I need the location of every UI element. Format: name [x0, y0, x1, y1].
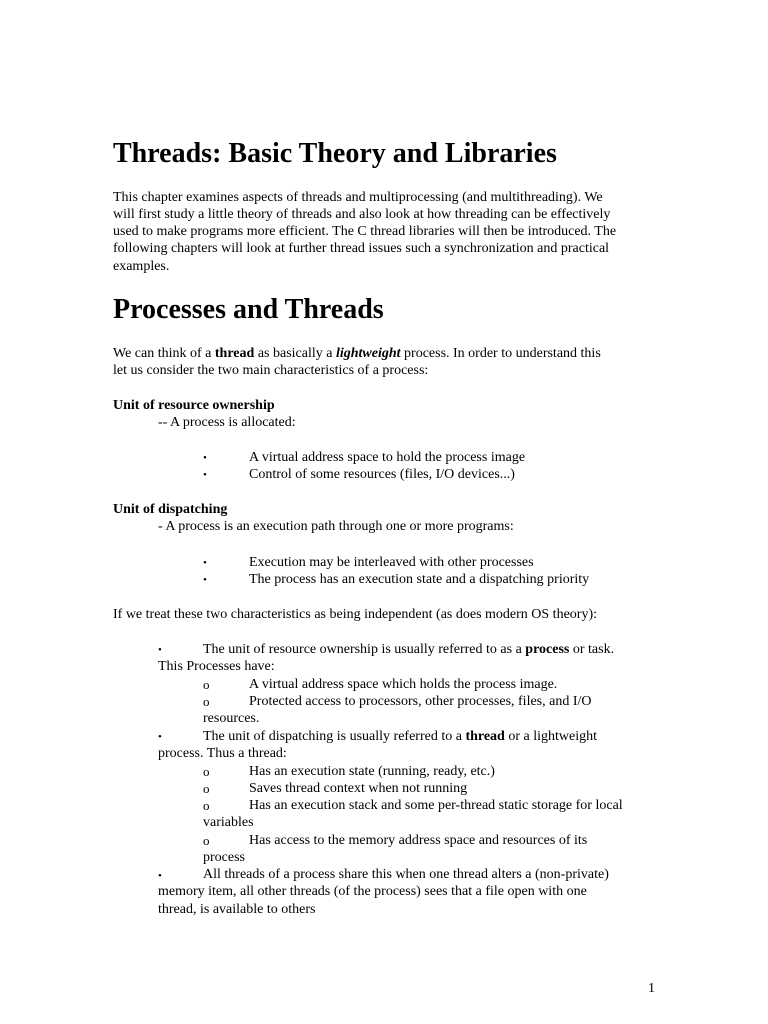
unit-dispatch-desc: - A process is an execution path through one or more programs:: [158, 519, 514, 534]
list-b2-sub-item: Saves thread context when not running: [249, 781, 468, 796]
para1-text-a: We can think of a: [113, 346, 215, 361]
intro-line-1: This chapter examines aspects of threads and multiprocessing (and multithreading). We: [113, 190, 603, 205]
circle-bullet-icon: o: [203, 764, 210, 779]
process-term: process: [525, 642, 570, 657]
bullet-icon: •: [203, 469, 207, 481]
list-b3-line-2: memory item, all other threads (of the process) sees that a file open with one: [158, 884, 587, 899]
list-b2-sub-item: Has an execution stack and some per-thread static storage for local: [249, 798, 623, 813]
list-b2-sub-item-cont: process: [203, 850, 245, 865]
para1-line-2: let us consider the two main characteristics of a process:: [113, 363, 429, 378]
list-b2-sub-item: Has access to the memory address space and resources of its: [249, 833, 588, 848]
para1-text-e: process. In order to understand this: [400, 346, 601, 361]
unit-ownership-desc: -- A process is allocated:: [158, 415, 296, 430]
dispatch-item: The process has an execution state and a dispatching priority: [249, 572, 590, 587]
list-b1-line-2: This Processes have:: [158, 659, 275, 674]
unit-ownership-heading: Unit of resource ownership: [113, 398, 275, 413]
dispatch-item: Execution may be interleaved with other processes: [249, 555, 534, 570]
para1-lightweight-term: lightweight: [335, 346, 401, 361]
intro-line-2: will first study a little theory of threads and also look at how threading can be effectively: [113, 207, 611, 222]
list-b1-text-a: The unit of resource ownership is usually referred to as a: [203, 642, 526, 657]
section-title: Processes and Threads: [113, 294, 384, 325]
list-b1-text-c: or task.: [569, 642, 615, 657]
circle-bullet-icon: o: [203, 798, 210, 813]
para1-text-c: as basically a: [254, 346, 336, 361]
unit-dispatch-heading: Unit of dispatching: [113, 502, 228, 517]
bullet-icon: •: [203, 557, 207, 569]
circle-bullet-icon: o: [203, 781, 210, 796]
para1-line-1: [113, 345, 601, 362]
intro-line-3: used to make programs more efficient. The C thread libraries will then be introduced. The: [113, 224, 617, 239]
bullet-icon: •: [158, 644, 162, 656]
independent-line: If we treat these two characteristics as being independent (as does modern OS theory):: [113, 607, 597, 622]
list-b2-sub-item: Has an execution state (running, ready, etc.): [249, 764, 495, 779]
thread-term: thread: [465, 729, 505, 744]
list-b1-sub-item-cont: resources.: [203, 711, 260, 726]
list-b2-sub-item-cont: variables: [203, 815, 254, 830]
list-b3-line-3: thread, is available to others: [158, 902, 316, 917]
ownership-item: Control of some resources (files, I/O devices...): [249, 467, 515, 482]
intro-line-5: examples.: [113, 259, 170, 274]
circle-bullet-icon: o: [203, 833, 210, 848]
ownership-item: A virtual address space to hold the process image: [249, 450, 526, 465]
list-b1-sub-item: Protected access to processors, other processes, files, and I/O: [249, 694, 592, 709]
list-b2-line-2: process. Thus a thread:: [158, 746, 287, 761]
list-b3-line-1: All threads of a process share this when one thread alters a (non-private): [203, 867, 609, 882]
bullet-icon: •: [158, 870, 162, 882]
page-number: 1: [648, 981, 655, 996]
list-b2-text-a: The unit of dispatching is usually referred to a: [203, 729, 466, 744]
circle-bullet-icon: o: [203, 694, 210, 709]
bullet-icon: •: [203, 574, 207, 586]
list-b1-sub-item: A virtual address space which holds the process image.: [249, 677, 558, 692]
bullet-icon: •: [203, 452, 207, 464]
intro-line-4: following chapters will look at further thread issues such a synchronization and practical: [113, 241, 610, 256]
list-b1-line-1: [203, 641, 614, 658]
para1-thread-term: thread: [214, 346, 255, 361]
circle-bullet-icon: o: [203, 677, 210, 692]
chapter-title: Threads: Basic Theory and Libraries: [113, 138, 557, 169]
list-b2-line-1: [203, 728, 597, 745]
bullet-icon: •: [158, 731, 162, 743]
list-b2-text-c: or a lightweight: [504, 729, 598, 744]
